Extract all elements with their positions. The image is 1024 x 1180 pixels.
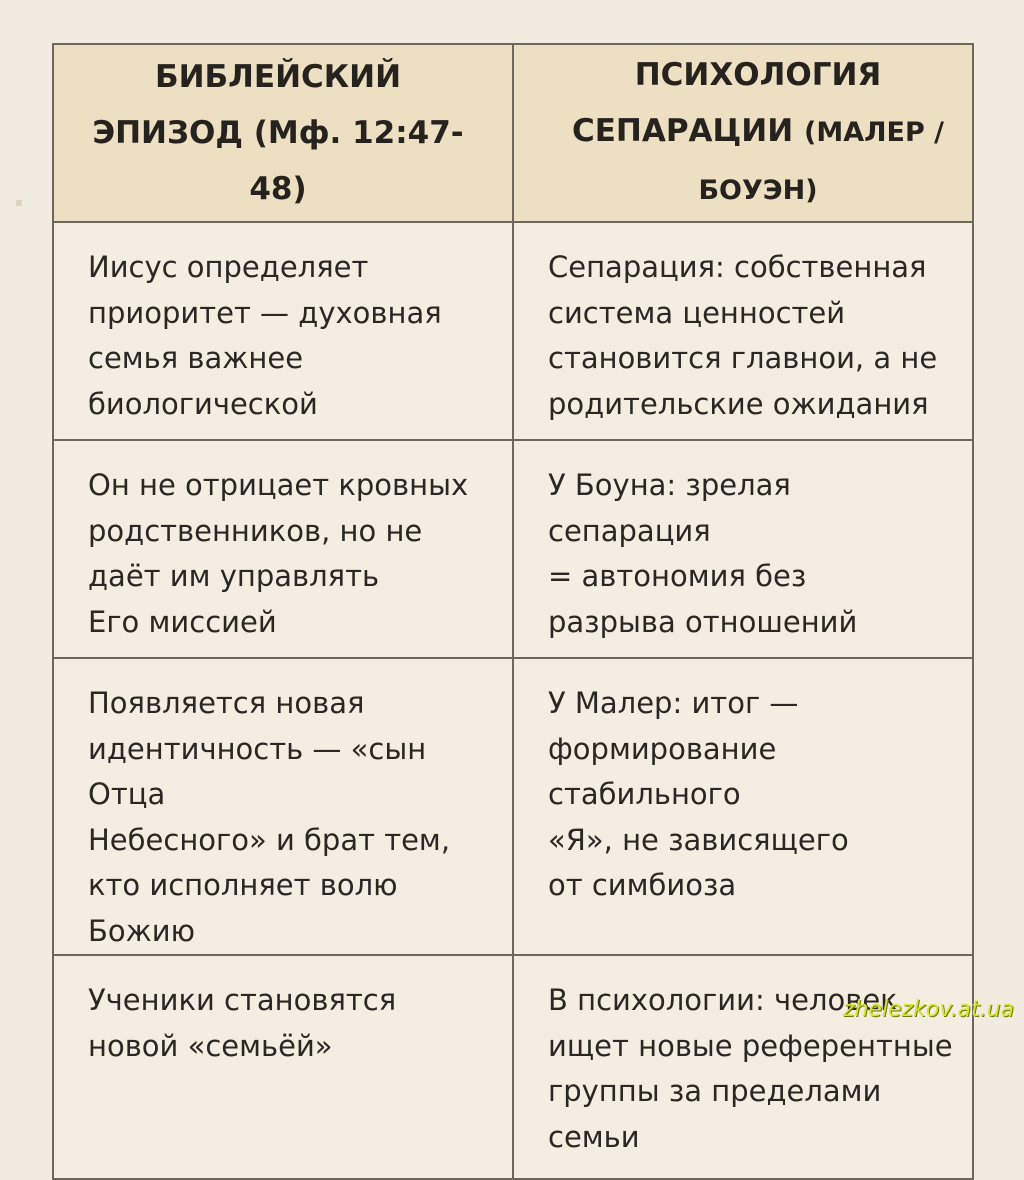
table-row [53, 658, 973, 955]
biblical-cell: Он не отрицает кровных родственников, но не даёт им управлять Его миссией [53, 440, 513, 658]
table-row [53, 440, 973, 658]
table-header-row [53, 44, 973, 222]
comparison-table-container [52, 43, 972, 1154]
comparison-table [52, 43, 974, 1180]
psychology-cell: В психологии: человек ищет новые референтные группы за пределами семьи [513, 955, 973, 1179]
biblical-cell: Появляется новая идентичность — «сын Отца Небесного» и брат тем, кто исполняет волю Божию [53, 658, 513, 955]
header-biblical-episode: БИБЛЕЙСКИЙ ЭПИЗОД (Мф. 12:47-48) [53, 44, 513, 222]
biblical-cell: Иисус определяет приоритет — духовная семья важнее биологической [53, 222, 513, 440]
header-separation-psychology: ПСИХОЛОГИЯ СЕПАРАЦИИ (МАЛЕР / БОУЭН) [513, 44, 973, 222]
decorative-dot [16, 200, 22, 206]
site-watermark: zhelezkov.at.ua [842, 997, 1014, 1022]
psychology-cell: У Малер: итог — формирование стабильного «Я», не зависящего от симбиоза [513, 658, 973, 955]
header-authors: (МАЛЕР / БОУЭН) [698, 117, 945, 206]
psychology-cell: Сепарация: собственная система ценностей становится главнои, а не родительские ожидания [513, 222, 973, 440]
biblical-cell: Ученики становятся новой «семьёй» [53, 955, 513, 1179]
table-row [53, 955, 973, 1179]
psychology-cell: У Боуна: зрелая сепарация = автономия без разрыва отношений [513, 440, 973, 658]
table-row [53, 222, 973, 440]
